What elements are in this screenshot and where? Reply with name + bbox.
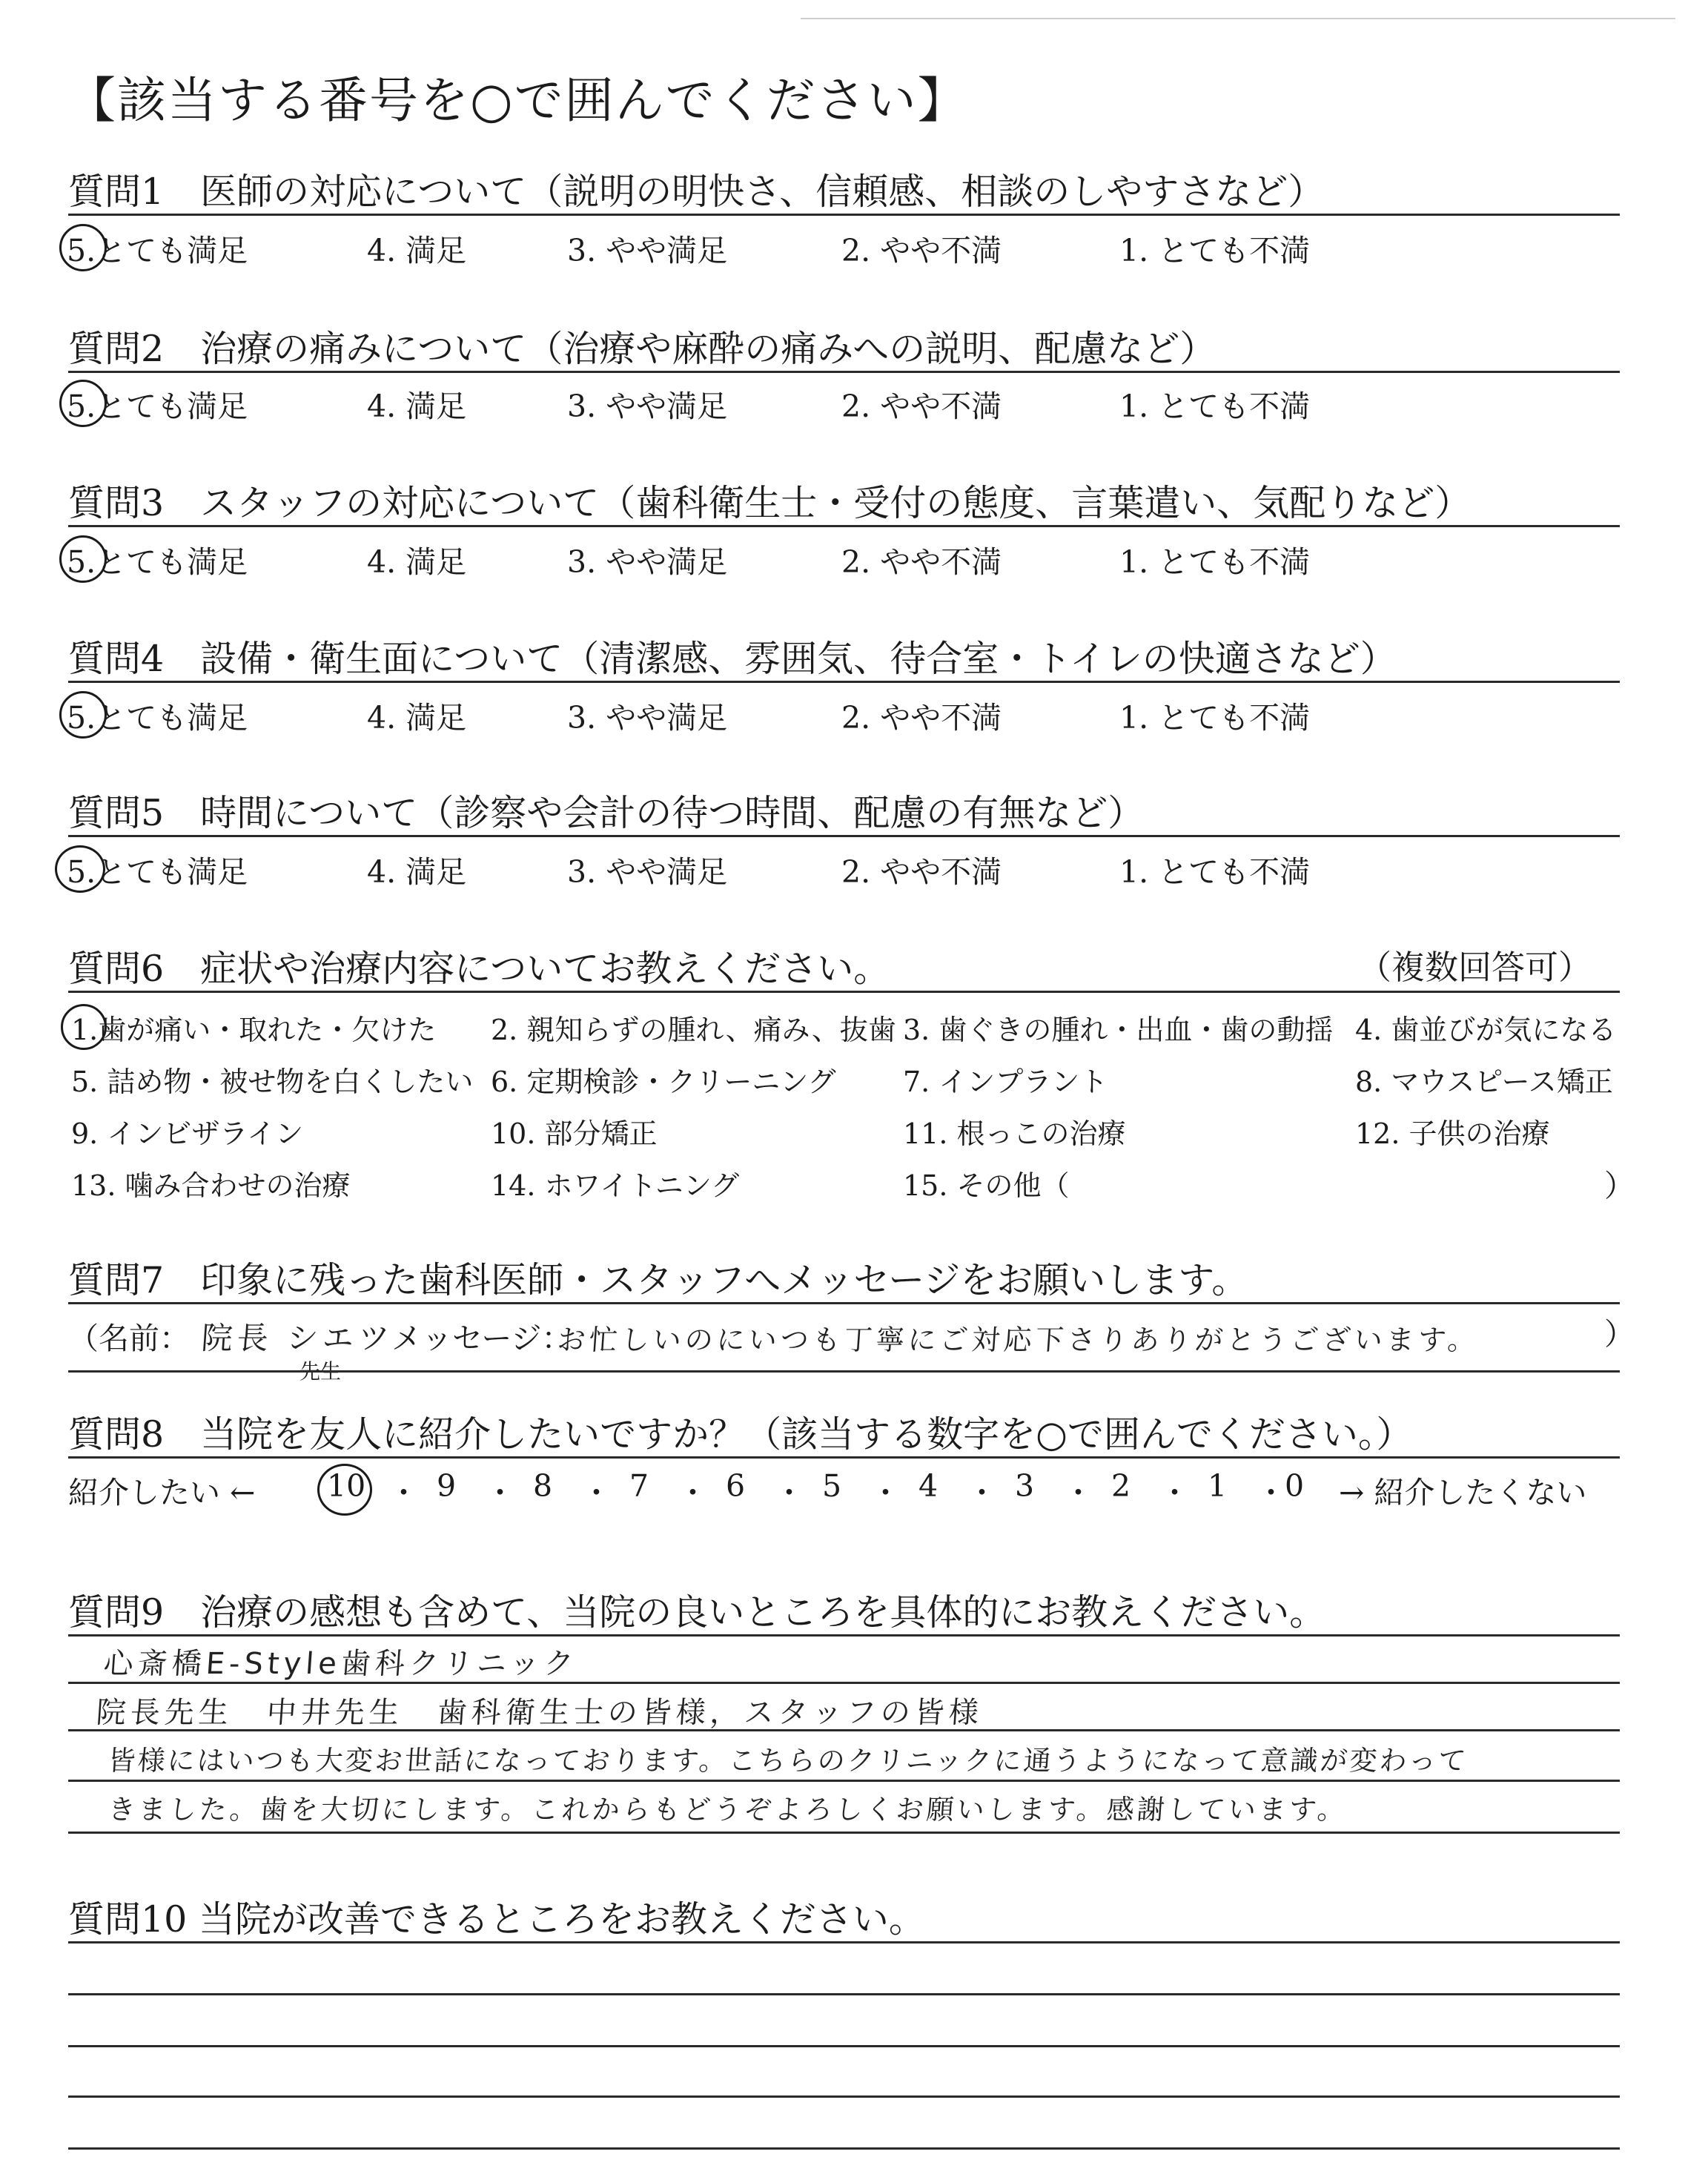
q6-option-4[interactable]: 4. 歯並びが気になる xyxy=(1355,1014,1617,1046)
answer-line-2: 院長先生 中井先生 歯科衛生士の皆様，スタッフの皆様 xyxy=(95,1696,984,1730)
scale-dot: ・ xyxy=(485,1475,515,1510)
q6-option-10[interactable]: 10. 部分矯正 xyxy=(491,1117,658,1150)
question-1-rule xyxy=(68,214,1620,216)
question-7-heading: 質問7 印象に残った歯科医師・スタッフへメッセージをお願いします。 xyxy=(68,1259,1248,1301)
multiple-answers-note: （複数回答可） xyxy=(1358,948,1592,987)
q6-other-close-paren: ） xyxy=(1604,1168,1635,1203)
scale-10[interactable]: 10 xyxy=(327,1468,366,1504)
question-10-heading: 質問10 当院が改善できるところをお教えください。 xyxy=(68,1898,925,1941)
question-8-heading: 質問8 当院を友人に紹介したいですか？（該当する数字を○で囲んでください。） xyxy=(68,1413,1413,1456)
question-3-rule xyxy=(68,525,1620,527)
scale-9[interactable]: 9 xyxy=(437,1468,457,1504)
rating-option-1[interactable]: 1. とても不満 xyxy=(1119,854,1311,890)
scale-4[interactable]: 4 xyxy=(918,1468,939,1504)
q6-option-13[interactable]: 13. 噛み合わせの治療 xyxy=(71,1169,351,1202)
rating-option-5[interactable]: 5.とても満足 xyxy=(67,544,248,580)
question-2-heading: 質問2 治療の痛みについて（治療や麻酔の痛みへの説明、配慮など） xyxy=(68,328,1217,370)
rating-option-4[interactable]: 4. 満足 xyxy=(367,544,467,580)
question-3-heading: 質問3 スタッフの対応について（歯科衛生士・受付の態度、言葉遣い、気配りなど） xyxy=(68,482,1472,524)
q6-option-6[interactable]: 6. 定期検診・クリーニング xyxy=(491,1066,836,1098)
not-recommend-label: → 紹介したくない xyxy=(1339,1475,1587,1510)
rating-option-1[interactable]: 1. とても不満 xyxy=(1119,389,1311,424)
answer-rule xyxy=(68,1832,1620,1834)
rating-option-3[interactable]: 3. やや満足 xyxy=(567,544,728,580)
scan-edge-line xyxy=(801,18,1675,19)
q6-option-3[interactable]: 3. 歯ぐきの腫れ・出血・歯の動揺 xyxy=(903,1014,1334,1046)
rating-option-4[interactable]: 4. 満足 xyxy=(367,233,467,268)
rating-option-2[interactable]: 2. やや不満 xyxy=(841,389,1002,424)
rating-option-5[interactable]: 5.とても満足 xyxy=(67,233,248,268)
rating-option-5[interactable]: 5.とても満足 xyxy=(67,854,248,890)
scale-dot: ・ xyxy=(1159,1475,1190,1510)
answer-rule xyxy=(68,1682,1620,1684)
q6-option-12[interactable]: 12. 子供の治療 xyxy=(1355,1117,1550,1150)
answer-rule xyxy=(68,1780,1620,1782)
rating-option-4[interactable]: 4. 満足 xyxy=(367,854,467,890)
question-9-rule xyxy=(68,1634,1620,1636)
answer-line-3: 皆様にはいつも大変お世話になっております。こちらのクリニックに通うようになって意識が変わって xyxy=(107,1745,1469,1777)
scale-dot: ・ xyxy=(774,1475,804,1510)
rating-option-3[interactable]: 3. やや満足 xyxy=(567,389,728,424)
question-2-rule xyxy=(68,371,1620,373)
question-5-rule xyxy=(68,835,1620,837)
scale-5[interactable]: 5 xyxy=(822,1468,842,1504)
scale-7[interactable]: 7 xyxy=(629,1468,649,1504)
recommend-label: 紹介したい ← xyxy=(68,1475,256,1510)
rating-option-5[interactable]: 5.とても満足 xyxy=(67,389,248,424)
q6-option-5[interactable]: 5. 詰め物・被せ物を白くしたい xyxy=(71,1066,474,1098)
question-4-heading: 質問4 設備・衛生面について（清潔感、雰囲気、待合室・トイレの快適さなど） xyxy=(68,638,1397,680)
question-10-rule xyxy=(68,1941,1620,1943)
scale-dot: ・ xyxy=(581,1475,612,1510)
rating-option-2[interactable]: 2. やや不満 xyxy=(841,544,1002,580)
q6-option-14[interactable]: 14. ホワイトニング xyxy=(491,1169,740,1202)
scale-3[interactable]: 3 xyxy=(1015,1468,1035,1504)
question-7-answer-rule xyxy=(68,1370,1620,1373)
q6-option-8[interactable]: 8. マウスピース矯正 xyxy=(1355,1066,1613,1098)
rating-option-5[interactable]: 5.とても満足 xyxy=(67,700,248,736)
rating-option-3[interactable]: 3. やや満足 xyxy=(567,854,728,890)
blank-answer-rule xyxy=(68,2095,1620,2098)
rating-option-4[interactable]: 4. 満足 xyxy=(367,389,467,424)
rating-option-1[interactable]: 1. とても不満 xyxy=(1119,700,1311,736)
scale-6[interactable]: 6 xyxy=(726,1468,746,1504)
answer-line-1: 心斎橋E-Style歯科クリニック xyxy=(102,1647,580,1681)
rating-option-4[interactable]: 4. 満足 xyxy=(367,700,467,736)
q6-option-9[interactable]: 9. インビザライン xyxy=(71,1117,304,1150)
name-label: （名前： xyxy=(68,1321,190,1356)
rating-option-1[interactable]: 1. とても不満 xyxy=(1119,233,1311,268)
blank-answer-rule xyxy=(68,2147,1620,2150)
q6-option-1[interactable]: 1.歯が痛い・取れた・欠けた xyxy=(71,1014,437,1046)
question-6-rule xyxy=(68,991,1620,993)
q6-option-15[interactable]: 15. その他（ xyxy=(903,1169,1070,1202)
message-label: メッセージ： xyxy=(391,1321,572,1356)
scale-dot: ・ xyxy=(388,1475,419,1510)
scale-dot: ・ xyxy=(967,1475,997,1510)
q6-option-7[interactable]: 7. インプラント xyxy=(903,1066,1108,1098)
scale-dot: ・ xyxy=(678,1475,708,1510)
question-4-rule xyxy=(68,681,1620,683)
blank-answer-rule xyxy=(68,1993,1620,1995)
question-6-heading: 質問6 症状や治療内容についてお教えください。 xyxy=(68,948,890,990)
rating-option-3[interactable]: 3. やや満足 xyxy=(567,700,728,736)
scale-dot: ・ xyxy=(1256,1475,1286,1510)
rating-option-2[interactable]: 2. やや不満 xyxy=(841,233,1002,268)
q6-option-11[interactable]: 11. 根っこの治療 xyxy=(903,1117,1126,1150)
scale-8[interactable]: 8 xyxy=(533,1468,553,1504)
page-title: 【該当する番号を○で囲んでください】 xyxy=(67,72,968,129)
answer-line-4: きました。歯を大切にします。これからもどうぞよろしくお願いします。感謝しています。 xyxy=(107,1794,1349,1826)
blank-answer-rule xyxy=(68,2045,1620,2047)
question-5-heading: 質問5 時間について（診察や会計の待つ時間、配慮の有無など） xyxy=(68,792,1145,834)
question-7-rule xyxy=(68,1302,1620,1304)
question-1-heading: 質問1 医師の対応について（説明の明快さ、信頼感、相談のしやすさなど） xyxy=(68,171,1325,213)
scale-1[interactable]: 1 xyxy=(1208,1468,1228,1504)
scale-0[interactable]: 0 xyxy=(1285,1468,1305,1504)
message-close-paren: ） xyxy=(1604,1316,1635,1352)
scale-dot: ・ xyxy=(870,1475,901,1510)
name-handwritten: 院長 シエツ xyxy=(200,1320,395,1356)
message-handwritten: お忙しいのにいつも丁寧にご対応下さりありがとうございます。 xyxy=(556,1324,1481,1356)
answer-rule xyxy=(68,1729,1620,1731)
question-9-heading: 質問9 治療の感想も含めて、当院の良いところを具体的にお教えください。 xyxy=(68,1591,1326,1634)
scale-2[interactable]: 2 xyxy=(1111,1468,1131,1504)
rating-option-2[interactable]: 2. やや不満 xyxy=(841,854,1002,890)
name-honorific-handwritten: 先生 xyxy=(299,1359,342,1384)
rating-option-3[interactable]: 3. やや満足 xyxy=(567,233,728,268)
question-8-rule xyxy=(68,1456,1620,1459)
q6-option-2[interactable]: 2. 親知らずの腫れ、痛み、抜歯 xyxy=(491,1014,896,1046)
scale-dot: ・ xyxy=(1063,1475,1093,1510)
rating-option-1[interactable]: 1. とても不満 xyxy=(1119,544,1311,580)
rating-option-2[interactable]: 2. やや不満 xyxy=(841,700,1002,736)
